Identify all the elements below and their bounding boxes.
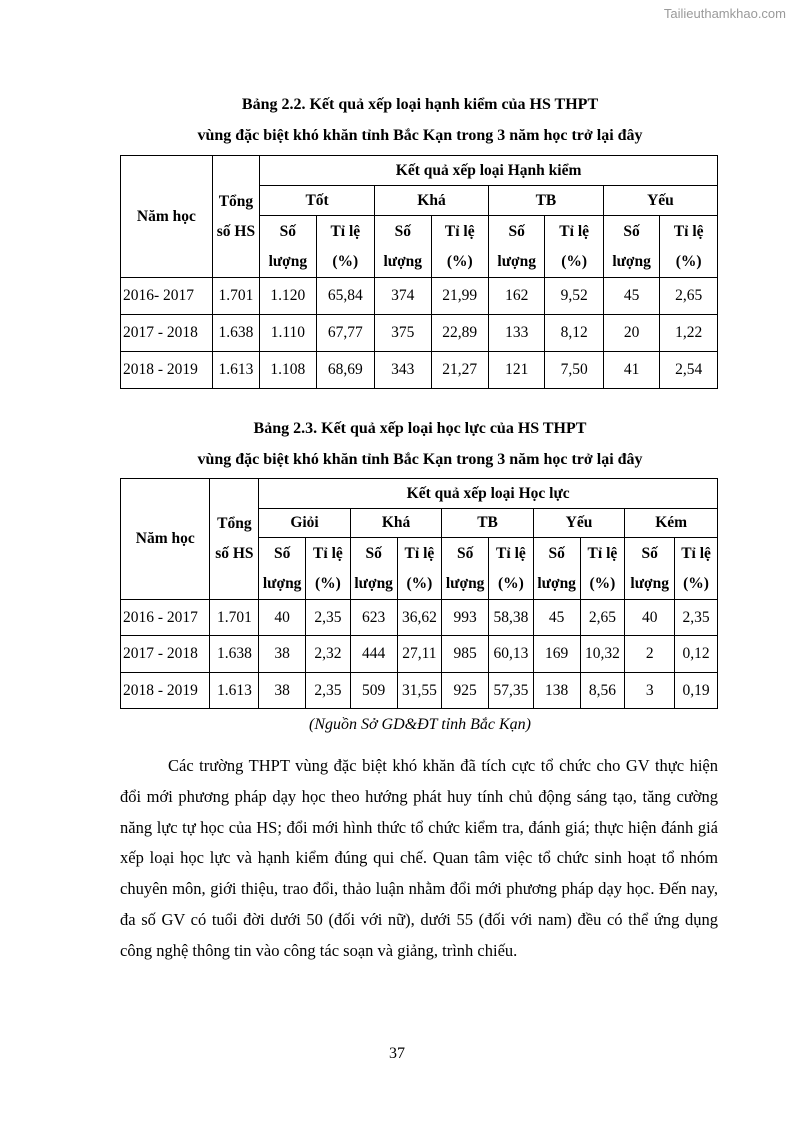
rate-line1: Tỉ lệ	[313, 544, 343, 562]
header-category: Tốt	[260, 186, 375, 216]
cell-value: 8,12	[545, 315, 603, 352]
cell-value: 993	[442, 600, 489, 636]
rate-line1: Tỉ lệ	[404, 544, 435, 562]
cell-value: 162	[488, 278, 544, 315]
rate-line1: Tỉ lệ	[673, 222, 704, 240]
cell-value: 41	[603, 352, 659, 389]
cell-value: 985	[442, 636, 489, 673]
cell-value: 2	[625, 636, 675, 673]
cell-year: 2018 - 2019	[121, 352, 213, 389]
cell-year: 2016- 2017	[121, 278, 213, 315]
cell-value: 509	[350, 673, 397, 709]
page-number: 37	[389, 1045, 405, 1062]
rate-line1: Tỉ lệ	[559, 222, 590, 240]
header-year: Năm học	[121, 479, 210, 600]
cell-value: 31,55	[397, 673, 442, 709]
rate-line1: Tỉ lệ	[444, 222, 475, 240]
cell-value: 1,22	[660, 315, 718, 352]
cell-value: 375	[375, 315, 431, 352]
header-rate	[316, 216, 374, 278]
header-category: Khá	[375, 186, 489, 216]
count-line1: Số	[623, 222, 640, 240]
cell-value: 2,35	[306, 600, 351, 636]
cell-value: 67,77	[316, 315, 374, 352]
header-category: Giỏi	[259, 509, 351, 538]
watermark-text: Tailieuthamkhao.com	[663, 6, 786, 21]
header-rate	[306, 538, 351, 600]
count-line1: Số	[548, 544, 565, 562]
cell-value: 60,13	[489, 636, 534, 673]
cell-value: 21,27	[431, 352, 488, 389]
cell-value: 343	[375, 352, 431, 389]
cell-value: 68,69	[316, 352, 374, 389]
header-rate	[675, 538, 718, 600]
header-rate	[660, 216, 718, 278]
count-line2: lượng	[612, 252, 651, 270]
header-count	[260, 216, 316, 278]
cell-value: 1.108	[260, 352, 316, 389]
cell-value: 1.110	[260, 315, 316, 352]
header-total-line2: số HS	[216, 222, 256, 240]
header-rate	[431, 216, 488, 278]
cell-value: 1.120	[260, 278, 316, 315]
rate-line1: Tỉ lệ	[330, 222, 361, 240]
rate-line2: (%)	[675, 252, 702, 270]
cell-value: 40	[625, 600, 675, 636]
cell-value: 45	[533, 600, 580, 636]
table-row	[121, 636, 718, 673]
cell-value: 0,19	[675, 673, 718, 709]
cell-value: 2,65	[660, 278, 718, 315]
cell-value: 8,56	[580, 673, 625, 709]
cell-value: 27,11	[397, 636, 442, 673]
cell-value: 2,54	[660, 352, 718, 389]
rate-line2: (%)	[561, 252, 588, 270]
count-line2: lượng	[537, 574, 576, 592]
header-category: Yếu	[603, 186, 717, 216]
cell-value: 21,99	[431, 278, 488, 315]
cell-total: 1.613	[210, 673, 259, 709]
cell-value: 2,65	[580, 600, 625, 636]
table-row	[121, 673, 718, 709]
count-line2: lượng	[354, 574, 393, 592]
header-category: Yếu	[533, 509, 625, 538]
table-row	[121, 278, 718, 315]
cell-value: 57,35	[489, 673, 534, 709]
cell-value: 0,12	[675, 636, 718, 673]
header-category: Khá	[350, 509, 442, 538]
rate-line2: (%)	[498, 574, 524, 592]
count-line1: Số	[508, 222, 525, 240]
table-row	[121, 600, 718, 636]
count-line1: Số	[456, 544, 474, 562]
cell-value: 138	[533, 673, 580, 709]
cell-value: 7,50	[545, 352, 603, 389]
header-group: Kết quả xếp loại Hạnh kiểm	[260, 156, 718, 186]
cell-year: 2016 - 2017	[121, 600, 210, 636]
cell-value: 925	[442, 673, 489, 709]
rate-line1: Tỉ lệ	[681, 544, 711, 562]
header-rate	[580, 538, 625, 600]
count-line1: Số	[394, 222, 411, 240]
count-line2: lượng	[445, 574, 485, 592]
header-count	[375, 216, 431, 278]
cell-total: 1.638	[212, 315, 259, 352]
cell-value: 38	[259, 636, 306, 673]
header-rate	[489, 538, 534, 600]
header-count	[350, 538, 397, 600]
header-total-line1: Tổng	[218, 192, 254, 210]
cell-value: 20	[603, 315, 659, 352]
header-count	[442, 538, 489, 600]
header-rate	[397, 538, 442, 600]
source-note: (Nguồn Sở GD&ĐT tỉnh Bắc Kạn)	[308, 716, 532, 733]
cell-value: 133	[488, 315, 544, 352]
count-line1: Số	[279, 222, 297, 240]
header-count	[259, 538, 306, 600]
cell-year: 2017 - 2018	[121, 636, 210, 673]
header-count	[488, 216, 544, 278]
cell-year: 2017 - 2018	[121, 315, 213, 352]
count-line2: lượng	[383, 252, 423, 270]
count-line1: Số	[641, 544, 658, 562]
header-rate	[545, 216, 603, 278]
count-line2: lượng	[630, 574, 669, 592]
academic-results-table	[120, 478, 718, 709]
rate-line1: Tỉ lệ	[496, 544, 526, 562]
rate-line2: (%)	[332, 252, 359, 270]
cell-total: 1.701	[210, 600, 259, 636]
header-year: Năm học	[121, 156, 213, 278]
cell-value: 444	[350, 636, 397, 673]
cell-value: 38	[259, 673, 306, 709]
cell-value: 3	[625, 673, 675, 709]
cell-value: 10,32	[580, 636, 625, 673]
cell-value: 2,35	[306, 673, 351, 709]
table1-caption-line2: vùng đặc biệt khó khăn tỉnh Bắc Kạn trong 3 năm học trở lại đây	[197, 127, 643, 144]
header-group: Kết quả xếp loại Học lực	[259, 479, 718, 509]
cell-total: 1.638	[210, 636, 259, 673]
header-total	[210, 479, 259, 600]
cell-value: 22,89	[431, 315, 488, 352]
cell-value: 58,38	[489, 600, 534, 636]
count-line2: lượng	[262, 574, 302, 592]
header-count	[533, 538, 580, 600]
header-category: TB	[488, 186, 603, 216]
cell-value: 2,32	[306, 636, 351, 673]
rate-line2: (%)	[315, 574, 341, 592]
body-paragraph: Các trường THPT vùng đặc biệt khó khăn đã tích cực tổ chức cho GV thực hiện đổi mới phương pháp dạy học theo hướng phát huy tính chủ động sáng tạo, tăng cường năng lực tự học của HS; đổi mới hình thức tổ chức kiểm tra, đánh giá; thực hiện đánh giá xếp loại học lực và hạnh kiểm đúng qui chế. Quan tâm việc tổ chức sinh hoạt tổ nhóm chuyên môn, giới thiệu, trao đổi, thảo luận nhằm đổi mới phương pháp dạy học. Đến nay, đa số GV có tuổi đời dưới 50 (đối với nữ), dưới 55 (đối với nam) đều có thể ứng dụng công nghệ thông tin vào công tác soạn và giảng, trình chiếu.	[120, 756, 718, 960]
rate-line1: Tỉ lệ	[587, 544, 618, 562]
cell-value: 169	[533, 636, 580, 673]
header-total-line1: Tổng	[217, 515, 252, 532]
rate-line2: (%)	[589, 574, 616, 592]
cell-value: 36,62	[397, 600, 442, 636]
header-category: TB	[442, 509, 534, 538]
header-total-line2: số HS	[215, 545, 254, 562]
count-line2: lượng	[268, 252, 308, 270]
table-row	[121, 352, 718, 389]
rate-line2: (%)	[683, 574, 709, 592]
table2-caption-line1: Bảng 2.3. Kết quả xếp loại học lực của HS THPT	[253, 420, 587, 437]
count-line1: Số	[273, 544, 291, 562]
cell-year: 2018 - 2019	[121, 673, 210, 709]
header-count	[625, 538, 675, 600]
table1-caption-line1: Bảng 2.2. Kết quả xếp loại hạnh kiểm của HS THPT	[241, 96, 599, 113]
cell-value: 45	[603, 278, 659, 315]
table-row	[121, 315, 718, 352]
count-line1: Số	[365, 544, 382, 562]
table2-caption-line2: vùng đặc biệt khó khăn tỉnh Bắc Kạn trong 3 năm học trở lại đây	[197, 451, 643, 468]
rate-line2: (%)	[406, 574, 433, 592]
cell-total: 1.613	[212, 352, 259, 389]
cell-value: 374	[375, 278, 431, 315]
cell-value: 2,35	[675, 600, 718, 636]
rate-line2: (%)	[446, 252, 473, 270]
cell-value: 121	[488, 352, 544, 389]
cell-total: 1.701	[212, 278, 259, 315]
count-line2: lượng	[497, 252, 536, 270]
header-category: Kém	[625, 509, 718, 538]
cell-value: 9,52	[545, 278, 603, 315]
cell-value: 65,84	[316, 278, 374, 315]
conduct-results-table	[120, 155, 718, 389]
header-count	[603, 216, 659, 278]
cell-value: 623	[350, 600, 397, 636]
header-total	[212, 156, 259, 278]
cell-value: 40	[259, 600, 306, 636]
